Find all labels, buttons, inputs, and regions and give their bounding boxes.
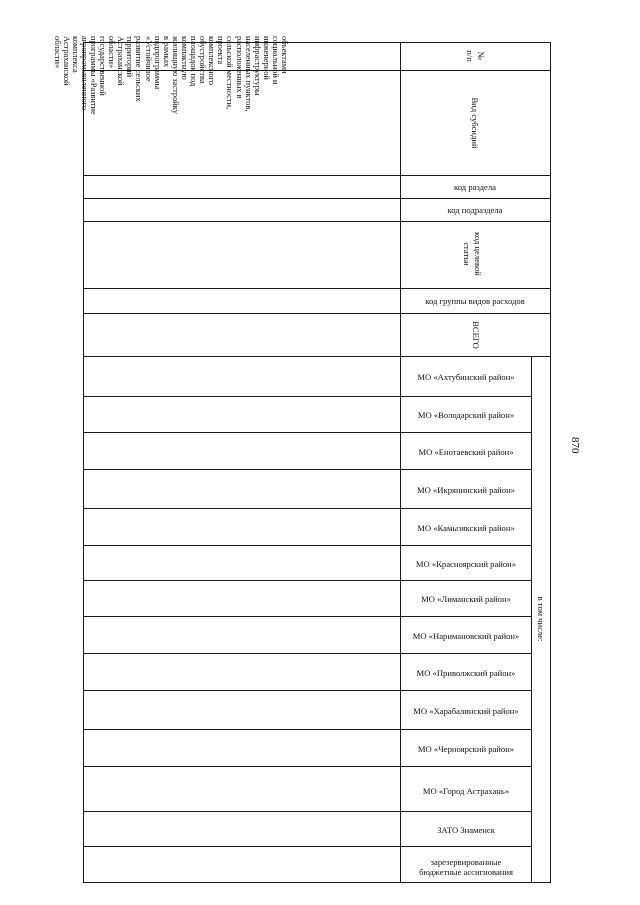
- subsection-code-label: код подраздела: [447, 205, 503, 215]
- reserved-line: бюджетные ассигнования: [419, 867, 513, 877]
- subsidy-line: комплекса: [70, 36, 80, 73]
- subsidy-line: сельской местности,: [225, 36, 235, 110]
- total-label: ВСЕГО: [471, 321, 481, 349]
- municipality-kamyzyaksky: МО «Камызякский район»: [417, 523, 515, 533]
- section-code-label: код раздела: [454, 182, 496, 192]
- subsidy-line: области»: [52, 36, 62, 69]
- page-number: 870: [569, 437, 581, 454]
- municipality-chernoyarsky: МО «Черноярский район»: [417, 744, 515, 754]
- subsidy-line: объектами: [280, 36, 289, 74]
- subsidy-line: инфраструктуры: [252, 36, 262, 96]
- subsidy-line: территорий: [125, 36, 135, 78]
- subsidy-line: проекта: [216, 36, 226, 65]
- subsidy-line: Астраханской: [116, 36, 126, 86]
- target-article-line: статьи: [462, 242, 473, 266]
- subsidy-line: подпрограммы: [152, 36, 162, 90]
- municipality-volodarsky: МО «Володарский район»: [417, 410, 515, 420]
- subsidy-line: населенных пунктов,: [243, 36, 253, 112]
- subsidy-line: Астраханской: [61, 36, 71, 86]
- subsidy-line: жилищную застройку: [170, 36, 180, 114]
- subsidy-line: компактную: [179, 36, 189, 80]
- subsidy-line: агропромышленного: [79, 36, 89, 111]
- reserved-allocations-label: [401, 857, 531, 877]
- number-sign: №: [476, 51, 486, 61]
- including-label: в том числе:: [536, 596, 546, 642]
- subsidy-line: программы «Развитие: [89, 36, 99, 115]
- target-article-code-label: [461, 223, 483, 285]
- subsidy-line: социальной и: [270, 36, 280, 85]
- subsidy-line: комплексного: [207, 36, 217, 86]
- subsidy-line: области»: [107, 36, 117, 69]
- municipality-krasnoyarsky: МО «Красноярский район»: [415, 559, 517, 569]
- expense-group-code-label: код группы видов расходов: [425, 296, 525, 306]
- subsidy-type-label: Вид субсидий: [470, 97, 480, 149]
- municipality-astrakhan-city: МО «Город Астрахань»: [422, 786, 510, 796]
- subsidy-line: развитие сельских: [134, 36, 144, 102]
- municipality-akhtubinsky: МО «Ахтубинский район»: [417, 372, 515, 382]
- subsidy-line: инженерной: [261, 36, 271, 80]
- target-article-line: код целевой: [473, 232, 483, 276]
- municipality-ikryaninsky: МО «Икрянинский район»: [417, 485, 515, 495]
- subsidy-line: расположенных в: [234, 36, 244, 99]
- reserved-line: зарезервированные: [430, 857, 502, 867]
- zato-znamensk: ЗАТО Знаменск: [437, 825, 495, 835]
- municipality-enotaevsky: МО «Енотаевский район»: [418, 447, 514, 457]
- municipality-kharabalinsky: МО «Харабалинский район»: [413, 706, 519, 716]
- subsidy-line: площадок под: [189, 36, 199, 87]
- number-abbr: п/п: [465, 50, 476, 62]
- subsidy-line: в рамках: [161, 36, 171, 68]
- municipality-narimanovsky: МО «Наримановский район»: [412, 631, 520, 641]
- municipality-privolzhsky: МО «Приволжский район»: [416, 668, 516, 678]
- subsidy-type-description: [52, 36, 289, 141]
- subsidy-line: обустройства: [198, 36, 208, 84]
- municipality-limansky: МО «Лиманский район»: [421, 594, 511, 604]
- subsidy-line: «Устойчивое: [143, 36, 153, 82]
- subsidy-line: государственной: [98, 36, 108, 96]
